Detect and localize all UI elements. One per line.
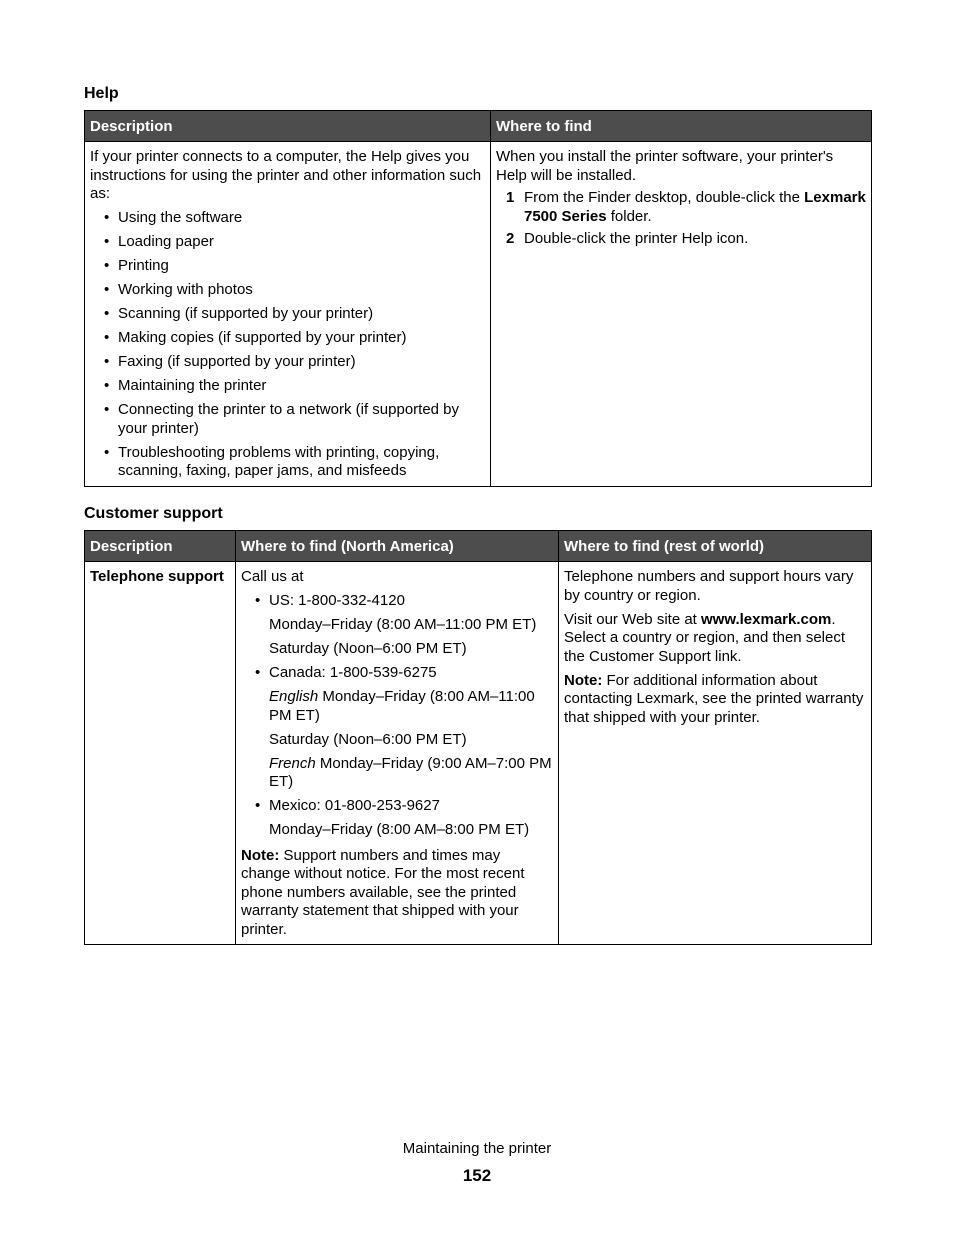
column-header-north-america: Where to find (North America) (236, 531, 559, 562)
canada-english-hours (241, 688, 553, 725)
world-intro: Telephone numbers and support hours vary by country or region. (564, 568, 854, 604)
help-table (84, 110, 872, 487)
step-number: 2 (506, 230, 515, 247)
canada-hours-saturday: Saturday (Noon–6:00 PM ET) (269, 730, 467, 748)
step-text: From the Finder desktop, double-click the (524, 189, 805, 206)
column-header-rest-of-world: Where to find (rest of world) (559, 531, 872, 562)
column-header-description: Description (85, 531, 236, 562)
help-where-cell (491, 142, 872, 487)
step-number: 1 (506, 189, 515, 206)
step-item (496, 230, 866, 249)
world-note (564, 672, 866, 728)
north-america-cell (236, 562, 559, 945)
table-row (85, 562, 872, 945)
french-label: French (269, 754, 316, 772)
phone-numbers-list (241, 592, 553, 611)
customer-support-table (84, 530, 872, 945)
us-hours-weekday: Monday–Friday (8:00 AM–11:00 PM ET) (269, 616, 537, 633)
us-hours-saturday: Saturday (Noon–6:00 PM ET) (269, 640, 467, 657)
canada-phone-number: • Canada: 1-800-539-6275 (241, 664, 553, 683)
list-item: • Loading paper (90, 233, 485, 252)
french-hours-text: Monday–Friday (9:00 AM–7:00 PM ET) (269, 754, 552, 790)
list-item: • Working with photos (90, 281, 485, 300)
rest-of-world-cell (559, 562, 872, 945)
visit-text: Visit our Web site at (564, 610, 702, 628)
column-header-where-to-find: Where to find (491, 111, 872, 142)
table-row (85, 142, 872, 487)
list-item: • Making copies (if supported by your printer) (90, 329, 485, 348)
phone-numbers-list (241, 664, 553, 683)
help-where-intro: When you install the printer software, your printer's Help will be installed. (496, 148, 834, 184)
visit-text-end: . Select a country or region, and then select the Customer Support link. (564, 610, 846, 665)
call-us-text: Call us at (241, 568, 304, 585)
note-text: Support numbers and times may change without notice. For the most recent phone numbers available, see the printed warranty statement that shipped with your printer. (241, 846, 525, 938)
table-header-row (85, 531, 872, 562)
table-header-row (85, 111, 872, 142)
mexico-phone-number: • Mexico: 01-800-253-9627 (241, 797, 553, 816)
canada-french-hours (241, 755, 553, 792)
help-topics-list (90, 209, 485, 481)
customer-support-heading: Customer support (84, 505, 223, 522)
list-item: • Connecting the printer to a network (if supported by your printer) (90, 401, 485, 438)
footer-section-title: Maintaining the printer (402, 1140, 552, 1157)
world-visit-text (564, 611, 866, 667)
mexico-hours: Monday–Friday (8:00 AM–8:00 PM ET) (269, 821, 530, 838)
step-text-end: folder. (606, 207, 652, 225)
step-text: Double-click the printer Help icon. (524, 230, 749, 247)
help-heading: Help (84, 85, 119, 102)
english-label: English (269, 688, 319, 705)
note-text: For additional information about contacting Lexmark, see the printed warranty that shipped with your printer. (564, 671, 864, 726)
list-item: • Maintaining the printer (90, 377, 485, 396)
us-phone-number: • US: 1-800-332-4120 (241, 592, 553, 611)
telephone-support-label: Telephone support (90, 568, 224, 585)
phone-numbers-list (241, 797, 553, 816)
help-description-cell (85, 142, 491, 487)
telephone-support-label-cell (85, 562, 236, 945)
column-header-description: Description (85, 111, 491, 142)
step-bold-text: Lexmark 7500 Series (524, 189, 866, 225)
list-item: • Printing (90, 257, 485, 276)
english-hours-text: Monday–Friday (8:00 AM–11:00 PM ET) (269, 688, 535, 724)
lexmark-url: www.lexmark.com (701, 610, 832, 628)
note-label: Note: (564, 671, 603, 689)
na-note (241, 847, 553, 940)
help-steps-list (496, 189, 866, 249)
list-item: • Troubleshooting problems with printing, copying, scanning, faxing, paper jams, and misfeeds (90, 444, 485, 481)
list-item: • Faxing (if supported by your printer) (90, 353, 485, 372)
list-item: • Scanning (if supported by your printer) (90, 305, 485, 324)
list-item: • Using the software (90, 209, 485, 228)
page-number: 152 (462, 1166, 492, 1185)
step-item (496, 189, 866, 226)
note-label: Note: (241, 846, 280, 864)
help-description-intro: If your printer connects to a computer, the Help gives you instructions for using the printer and other information such as: (90, 148, 482, 202)
